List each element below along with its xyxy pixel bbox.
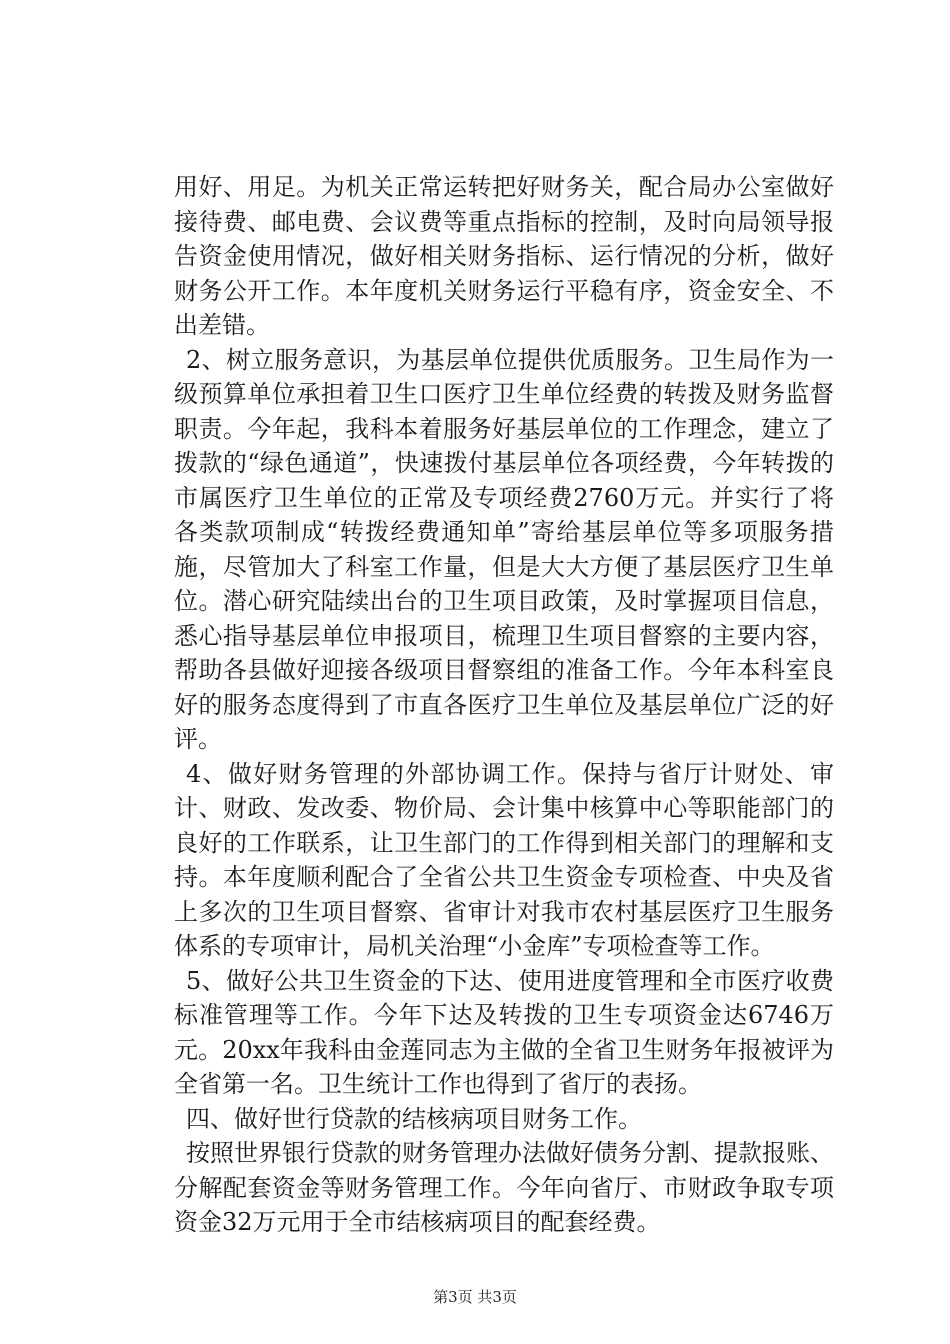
paragraph-6: 按照世界银行贷款的财务管理办法做好债务分割、提款报账、分解配套资金等财务管理工作。今年向省厅、市财政争取专项资金32万元用于全市结核病项目的配套经费。 — [174, 1139, 834, 1236]
paragraph-5-heading: 四、做好世行贷款的结核病项目财务工作。 — [186, 1104, 642, 1133]
document-body — [174, 170, 834, 1240]
page-number-label: 第3页 共3页 — [433, 1288, 517, 1306]
paragraph-4: 5、做好公共卫生资金的下达、使用进度管理和全市医疗收费标准管理等工作。今年下达及转拨的卫生专项资金达6746万元。20xx年我科由金莲同志为主做的全省卫生财务年报被评为全省第一名。卫生统计工作也得到了省厅的表扬。 — [174, 966, 834, 1098]
page-footer — [0, 1286, 950, 1307]
paragraph-2: 2、树立服务意识，为基层单位提供优质服务。卫生局作为一级预算单位承担着卫生口医疗卫生单位经费的转拨及财务监督职责。今年起，我科本着服务好基层单位的工作理念，建立了拨款的“绿色通道”，快速拨付基层单位各项经费，今年转拨的市属医疗卫生单位的正常及专项经费2760万元。并实行了将各类款项制成“转拨经费通知单”寄给基层单位等多项服务措施，尽管加大了科室工作量，但是大大方便了基层医疗卫生单位。潜心研究陆续出台的卫生项目政策，及时掌握项目信息，悉心指导基层单位申报项目，梳理卫生项目督察的主要内容，帮助各县做好迎接各级项目督察组的准备工作。今年本科室良好的服务态度得到了市直各医疗卫生单位及基层单位广泛的好评。 — [174, 345, 834, 753]
paragraph-3: 4、做好财务管理的外部协调工作。保持与省厅计财处、审计、财政、发改委、物价局、会计集中核算中心等职能部门的良好的工作联系，让卫生部门的工作得到相关部门的理解和支持。本年度顺利配合了全省公共卫生资金专项检查、中央及省上多次的卫生项目督察、省审计对我市农村基层医疗卫生服务体系的专项审计，局机关治理“小金库”专项检查等工作。 — [174, 759, 834, 960]
paragraph-1: 用好、用足。为机关正常运转把好财务关，配合局办公室做好接待费、邮电费、会议费等重点指标的控制，及时向局领导报告资金使用情况，做好相关财务指标、运行情况的分析，做好财务公开工作。本年度机关财务运行平稳有序，资金安全、不出差错。 — [174, 173, 834, 339]
